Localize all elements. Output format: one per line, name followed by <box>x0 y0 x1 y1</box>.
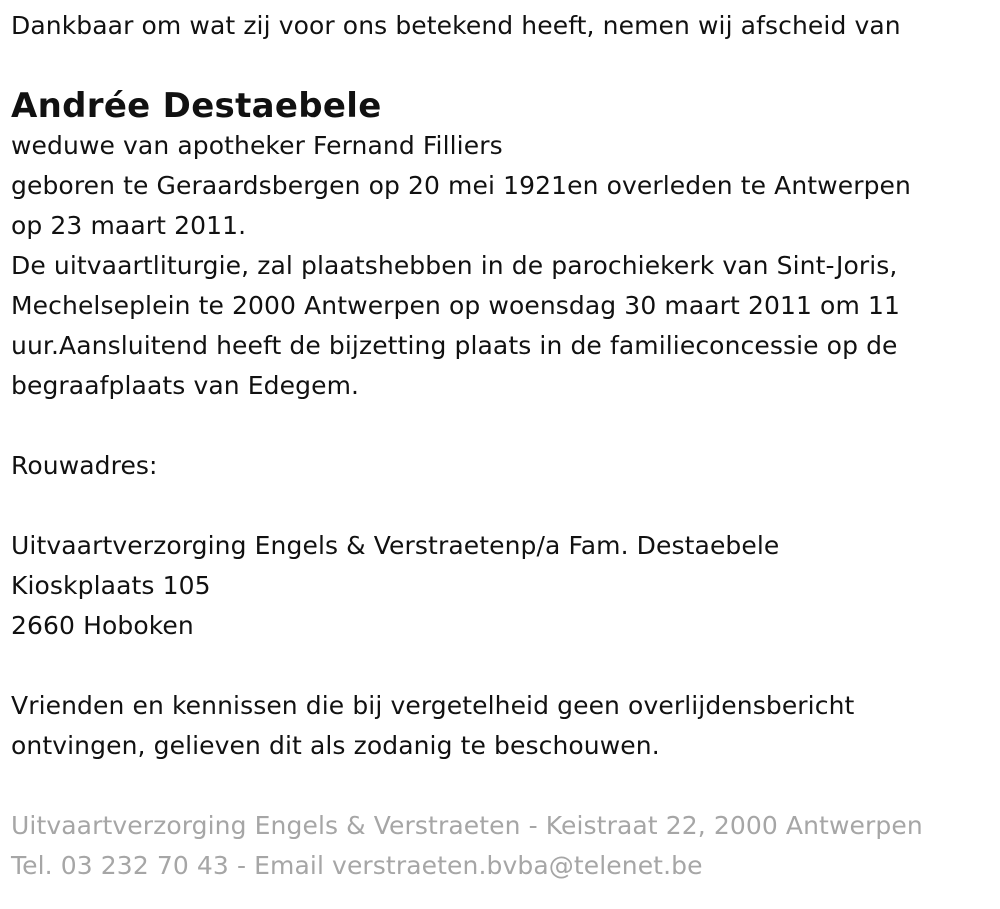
spacer <box>11 406 986 446</box>
detail-line: begraafplaats van Edegem. <box>11 371 360 400</box>
spacer <box>11 486 986 526</box>
address-line: Kioskplaats 105 <box>11 571 211 600</box>
footer-line: Uitvaartverzorging Engels & Verstraeten - Keistraat 22, 2000 Antwerpen <box>11 811 923 840</box>
spacer <box>11 766 986 806</box>
funeral-home-footer <box>11 806 986 886</box>
intro-text: Dankbaar om wat zij voor ons betekend heeft, nemen wij afscheid van <box>11 11 901 40</box>
deceased-name: Andrée Destaebele <box>11 86 382 126</box>
detail-line: De uitvaartliturgie, zal plaatshebben in de parochiekerk van Sint-Joris, <box>11 251 898 280</box>
address-block <box>11 526 986 646</box>
closing-line: ontvingen, gelieven dit als zodanig te beschouwen. <box>11 731 660 760</box>
detail-line: weduwe van apotheker Fernand Filliers <box>11 131 503 160</box>
address-line: Uitvaartverzorging Engels & Verstraetenp/a Fam. Destaebele <box>11 531 780 560</box>
address-line: 2660 Hoboken <box>11 611 194 640</box>
address-heading: Rouwadres: <box>11 451 158 480</box>
spacer <box>11 646 986 686</box>
closing-line: Vrienden en kennissen die bij vergetelheid geen overlijdensbericht <box>11 691 855 720</box>
footer-line: Tel. 03 232 70 43 - Email verstraeten.bvba@telenet.be <box>11 851 703 880</box>
detail-line: geboren te Geraardsbergen op 20 mei 1921en overleden te Antwerpen <box>11 171 911 200</box>
detail-line: op 23 maart 2011. <box>11 211 247 240</box>
detail-line: uur.Aansluitend heeft de bijzetting plaats in de familieconcessie op de <box>11 331 898 360</box>
closing-block <box>11 686 986 766</box>
detail-line: Mechelseplein te 2000 Antwerpen op woensdag 30 maart 2011 om 11 <box>11 291 900 320</box>
details-block <box>11 126 986 406</box>
obituary-notice <box>11 6 986 886</box>
